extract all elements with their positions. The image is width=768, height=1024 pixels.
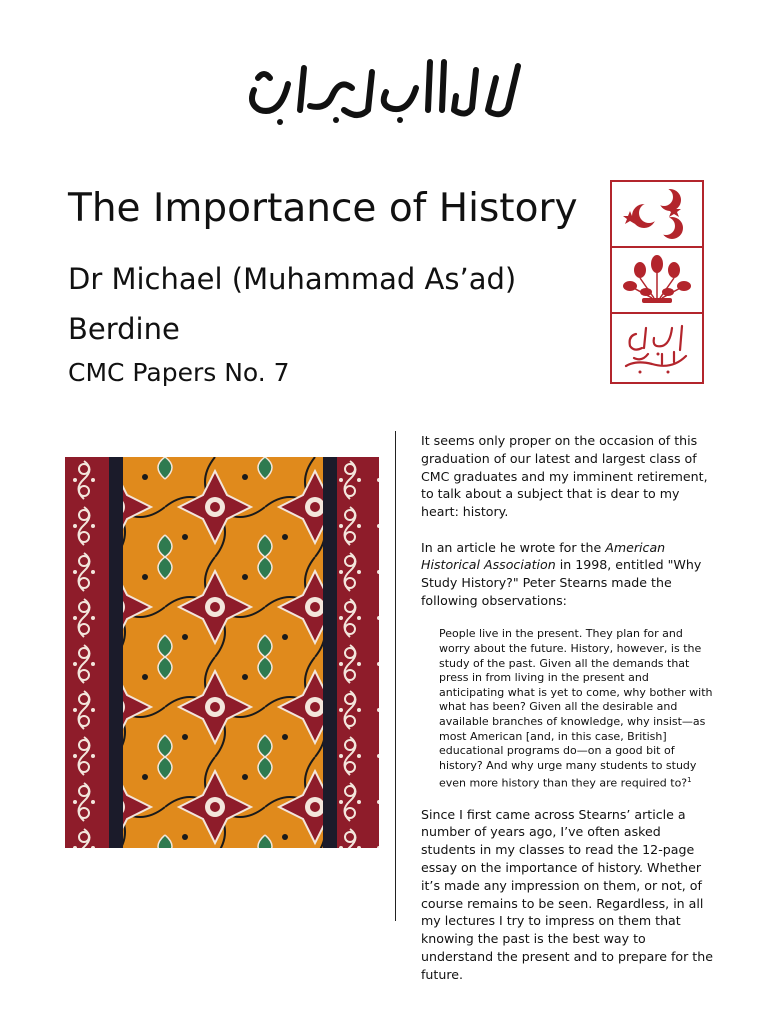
column-divider (395, 431, 396, 921)
cmc-logo (610, 180, 704, 384)
document-title: The Importance of History (68, 186, 578, 231)
logo-flower-panel (612, 248, 702, 314)
paragraph-3: Since I first came across Stearns’ article a number of years ago, I’ve often asked students in my classes to read the 12-page essay on the importance of history. Whether it’s made any impression on them, or not, of course remains to be seen. Regardless, in all my lectures I try to impress on them that knowing the past is the best way to understand the present and to prepare for the future. (421, 806, 713, 982)
flower-bouquet-icon (612, 248, 702, 312)
logo-calligraphy (612, 314, 702, 378)
paragraph-1: It seems only proper on the occasion of this graduation of our latest and largest class of CMC graduates and my imminent retirement, to talk about a subject that is dear to my heart: history. (421, 433, 708, 520)
series-label: CMC Papers No. 7 (68, 358, 290, 387)
block-quote: People live in the present. They plan for and worry about the future. History, however, is the study of the past. Given all the demands that press in from living in the present and anticipating what is yet to come, why bother with what has been? Given all the desirable and available branches of knowledge, why insist—as most American [and, in this case, British] educational programs do—on a good bit of history? And why urge many students to study even more history than they are required to?$^1$ (439, 627, 713, 790)
journal-name: American Historical Association (421, 539, 666, 573)
logo-crescents-panel (612, 182, 702, 248)
islamic-tile-pattern-image (65, 457, 379, 848)
article-body (421, 432, 713, 1001)
paragraph-2: In an article he wrote for the American Historical Association in 1998, entitled "Why Study History?" Peter Stearns made the following observations: (421, 539, 702, 608)
footnote-marker[interactable]: 1 (687, 776, 692, 785)
author-name: Dr Michael (Muhammad As’ad) Berdine (68, 262, 517, 346)
bismillah-calligraphy (240, 48, 530, 128)
logo-calligraphy-panel (612, 314, 702, 380)
crescent-stars-icon (612, 182, 702, 246)
